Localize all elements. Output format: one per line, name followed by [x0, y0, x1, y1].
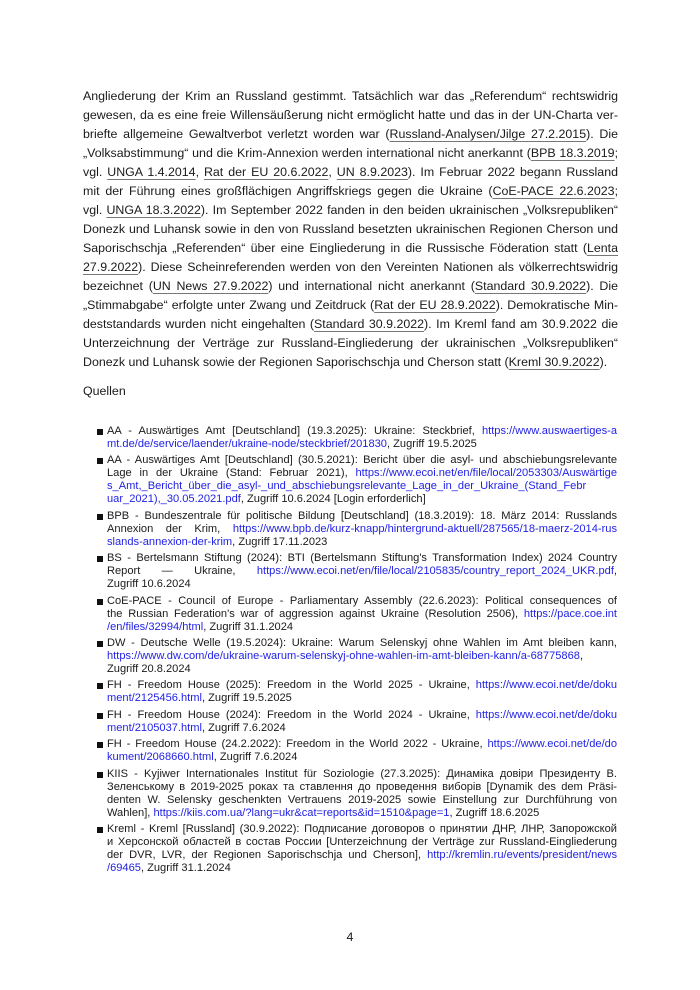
- text-segment: , Zugriff 19.5.2025: [386, 438, 477, 450]
- text-line: [107, 493, 617, 506]
- text-segment: Wahlen],: [107, 806, 154, 819]
- source-item: [97, 552, 617, 591]
- text-segment: Unterzeichnung der Verträge zur Russland-Eingliederung der ukrainischen „Volksrepubliken“: [83, 336, 618, 350]
- text-line: [83, 106, 618, 125]
- square-bullet-icon: [97, 641, 103, 647]
- text-line: [107, 738, 617, 751]
- source-url-link[interactable]: s_Amt,_Bericht_über_die_asyl-_und_abschiebungsrelevante_Lage_in_der_Ukraine_(Stand_Febr: [107, 480, 587, 493]
- text-segment: , Zugriff 7.6.2024: [213, 751, 298, 764]
- citation-link[interactable]: UNGA 18.3.2022: [106, 203, 201, 217]
- text-line: [107, 807, 617, 820]
- square-bullet-icon: [97, 713, 103, 719]
- text-line: [107, 768, 617, 781]
- text-segment: , Zugriff 19.5.2025: [201, 692, 292, 705]
- text-segment: ). Demokratische Min-: [495, 298, 618, 312]
- text-segment: denten W. Selensky geschenkten Vertrauens 2019-2025 sowie Einstellung zur Durchführung von: [107, 793, 617, 806]
- body-paragraph: [83, 87, 618, 372]
- text-line: [107, 637, 617, 650]
- text-line: [107, 849, 617, 862]
- square-bullet-icon: [97, 556, 103, 562]
- source-url-link[interactable]: https://www.ecoi.net/de/doku: [475, 679, 617, 692]
- text-line: [107, 454, 617, 467]
- text-segment: Donezk und Luhansk sowie der Regionen Saporischschja und Cherson statt (: [83, 355, 509, 369]
- source-url-link[interactable]: mt.de/de/service/laender/ukraine-node/steckbrief/201830: [107, 438, 387, 450]
- text-segment: ,: [328, 165, 337, 179]
- square-bullet-icon: [97, 742, 103, 748]
- source-url-link[interactable]: slands-annexion-der-krim: [107, 535, 233, 548]
- text-line: [107, 595, 617, 608]
- source-item: [97, 454, 617, 506]
- text-segment: Annexion der Krim,: [107, 522, 233, 535]
- text-line: [83, 239, 618, 258]
- square-bullet-icon: [97, 429, 103, 435]
- text-line: [107, 536, 617, 549]
- source-item: [97, 679, 617, 705]
- text-segment: ) und international nicht anerkannt (: [268, 279, 475, 293]
- text-line: [83, 315, 618, 334]
- text-segment: BS - Bertelsmann Stiftung (2024): BTI (Bertelsmann Stiftung's Transformation Index) 2024 Country: [107, 552, 617, 565]
- text-line: [83, 163, 618, 182]
- text-line: [107, 608, 617, 621]
- source-item: [97, 768, 617, 820]
- text-line: [83, 353, 618, 372]
- text-segment: , Zugriff 17.11.2023: [232, 535, 328, 548]
- text-segment: „Volksabstimmung“ und die Krim-Annexion werden international nicht anerkannt (: [83, 146, 531, 160]
- source-item: [97, 510, 617, 549]
- citation-link[interactable]: UNGA 1.4.2014: [107, 165, 196, 179]
- text-line: [83, 220, 618, 239]
- text-segment: , Zugriff 18.6.2025: [449, 806, 540, 819]
- text-segment: mit der Führung eines großflächigen Angriffskriegs gegen die Ukraine (: [83, 184, 493, 198]
- text-line: [107, 425, 617, 438]
- text-segment: DW - Deutsche Welle (19.5.2024): Ukraine: Warum Selenskyj ohne Wahlen im Amt bleiben kann,: [107, 636, 617, 649]
- source-item: [97, 709, 617, 735]
- source-item: [97, 425, 617, 451]
- text-line: [107, 709, 617, 722]
- source-url-link[interactable]: http://kremlin.ru/events/president/news: [427, 848, 617, 861]
- text-segment: Angliederung der Krim an Russland gestimmt. Tatsächlich war das „Referendum“ rechtswidrig: [83, 89, 618, 103]
- citation-link[interactable]: UN 8.9.2023: [336, 165, 408, 179]
- text-line: [83, 87, 618, 106]
- source-url-link[interactable]: ment/2125456.html: [107, 692, 202, 705]
- text-line: [107, 836, 617, 849]
- text-segment: bezeichnet (: [83, 279, 153, 293]
- text-segment: KIIS - Kyjiwer Internationales Institut für Soziologie (27.3.2025): Динаміка довіри Президенту В.: [107, 767, 617, 780]
- page-number: 4: [346, 930, 354, 944]
- text-line: [107, 523, 617, 536]
- text-segment: ). Die: [586, 127, 619, 141]
- citation-link[interactable]: Lenta: [586, 241, 618, 255]
- citation-link[interactable]: Kreml 30.9.2022: [508, 355, 600, 369]
- text-segment: AA - Auswärtiges Amt [Deutschland] (19.3.2025): Ukraine: Steckbrief,: [107, 425, 482, 437]
- square-bullet-icon: [97, 514, 103, 520]
- text-line: [83, 277, 618, 296]
- text-segment: ,: [613, 565, 617, 578]
- source-item: [97, 637, 617, 676]
- citation-link[interactable]: Standard 30.9.2022: [314, 317, 425, 331]
- text-line: [107, 480, 617, 493]
- text-line: [83, 258, 618, 277]
- text-segment: the Russian Federation's war of aggression against Ukraine (Resolution 2506),: [107, 607, 524, 620]
- source-url-link[interactable]: https://www.dw.com/de/ukraine-warum-selenskyj-ohne-wahlen-im-amt-bleiben-kann/a-68775868: [107, 649, 580, 662]
- text-segment: FH - Freedom House (24.2.2022): Freedom in the World 2022 - Ukraine,: [107, 738, 488, 751]
- text-line: [107, 650, 617, 663]
- text-line: [107, 862, 617, 875]
- text-segment: ). Im September 2022 fanden in den beiden ukrainischen „Volksrepubliken“: [200, 203, 618, 217]
- text-segment: ;: [614, 146, 619, 160]
- text-segment: Lage in der Ukraine (Stand: Februar 2021),: [107, 467, 356, 480]
- text-segment: , Zugriff 7.6.2024: [201, 721, 286, 734]
- text-segment: ).: [599, 355, 608, 369]
- text-segment: , Zugriff 31.1.2024: [203, 620, 294, 633]
- citation-link[interactable]: Rat der EU 20.6.2022: [203, 165, 329, 179]
- source-url-link[interactable]: https://kiis.com.ua/?lang=ukr&cat=reports&id=1510&page=1: [153, 806, 450, 819]
- text-segment: ;: [614, 184, 619, 198]
- text-line: [107, 510, 617, 523]
- text-segment: BPB - Bundeszentrale für politische Bildung [Deutschland] (18.3.2019): 18. März 2014: Russlands: [107, 509, 617, 522]
- text-segment: , Zugriff 31.1.2024: [140, 861, 231, 874]
- text-line: [83, 296, 618, 315]
- text-line: [107, 552, 617, 565]
- text-segment: ). Im Februar 2022 begann Russland: [407, 165, 618, 179]
- source-url-link[interactable]: https://www.ecoi.net/de/do: [487, 738, 617, 751]
- text-line: [107, 578, 617, 591]
- text-segment: FH - Freedom House (2024): Freedom in the World 2024 - Ukraine,: [107, 708, 476, 721]
- source-item: [97, 823, 617, 875]
- source-url-link[interactable]: /en/files/32994/html: [107, 620, 204, 633]
- text-segment: Donezk und Luhansk sowie in den von Russland besetzten ukrainischen Regionen Cherson und: [83, 222, 618, 236]
- square-bullet-icon: [97, 599, 103, 605]
- text-segment: ). Diese Scheinreferenden werden von den Vereinten Nationen als völkerrechtswidrig: [138, 260, 618, 274]
- text-segment: ,: [195, 165, 204, 179]
- citation-link[interactable]: Standard 30.9.2022: [474, 279, 587, 293]
- sources-heading: Quellen: [83, 384, 126, 398]
- source-url-link[interactable]: /69465: [107, 861, 141, 874]
- text-segment: ). Im Kreml fand am 30.9.2022 die: [424, 317, 618, 331]
- text-segment: и Херсонской областей в состав России [Unterzeichnung der Verträge zur Russland-Eingliederung: [107, 835, 617, 848]
- text-segment: CoE-PACE - Council of Europe - Parliamentary Assembly (22.6.2023): Political consequences of: [107, 594, 617, 607]
- sources-list: [97, 425, 617, 878]
- source-url-link[interactable]: https://www.bpb.de/kurz-knapp/hintergrund-aktuell/287565/18-maerz-2014-rus: [232, 522, 617, 535]
- text-segment: Kreml - Kreml [Russland] (30.9.2022): Подписание договоров о принятии ДНР, ЛНР, Запорожской: [107, 822, 617, 835]
- source-url-link[interactable]: kument/2068660.html: [107, 751, 214, 764]
- source-item: [97, 738, 617, 764]
- source-url-link[interactable]: https://www.ecoi.net/de/doku: [475, 708, 617, 721]
- source-url-link[interactable]: https://www.auswaertiges-a: [481, 425, 617, 437]
- text-segment: AA - Auswärtiges Amt [Deutschland] (30.5.2021): Bericht über die asyl- und abschiebungsrelevante: [107, 454, 617, 467]
- text-segment: briefte allgemeine Gewaltverbot verletzt worden war (: [83, 127, 390, 141]
- citation-link[interactable]: Russland-Analysen/Jilge 27.2.2015: [389, 127, 587, 141]
- source-url-link[interactable]: https://www.ecoi.net/en/file/local/2105835/country_report_2024_UKR.pdf: [256, 565, 614, 578]
- text-line: [107, 438, 617, 451]
- square-bullet-icon: [97, 827, 103, 833]
- text-line: [83, 334, 618, 353]
- citation-link[interactable]: 27.9.2022: [83, 260, 139, 274]
- text-line: [107, 751, 617, 764]
- text-segment: FH - Freedom House (2025): Freedom in the World 2025 - Ukraine,: [107, 679, 476, 692]
- text-line: [107, 467, 617, 480]
- text-segment: Zugriff 10.6.2024: [107, 578, 191, 591]
- text-segment: vgl.: [83, 203, 107, 217]
- citation-link[interactable]: Rat der EU 28.9.2022: [374, 298, 496, 312]
- text-line: [107, 781, 617, 794]
- text-line: [107, 722, 617, 735]
- text-segment: deststandards wurden nicht eingehalten (: [83, 317, 315, 331]
- text-line: [107, 679, 617, 692]
- text-segment: Zugriff 20.8.2024: [107, 662, 191, 675]
- square-bullet-icon: [97, 683, 103, 689]
- text-line: [107, 565, 617, 578]
- source-url-link[interactable]: https://www.ecoi.net/en/file/local/2053303/Auswärtige: [355, 467, 617, 480]
- text-segment: vgl.: [83, 165, 108, 179]
- source-item: [97, 595, 617, 634]
- source-url-link[interactable]: https://pace.coe.int: [523, 607, 617, 620]
- text-line: [83, 144, 618, 163]
- text-line: [83, 182, 618, 201]
- text-line: [107, 692, 617, 705]
- text-segment: „Stimmabgabe“ erfolgte unter Zwang und Zeitdruck (: [83, 298, 375, 312]
- text-segment: Зеленському в 2019-2025 роках та ставлення до проведення виборів [Dynamik des dem Präsi-: [107, 780, 617, 793]
- text-segment: gewesen, da es eine freie Willensäußerung nicht ermöglicht hatte und das in der UN-Charta ver-: [83, 108, 618, 122]
- text-line: [107, 794, 617, 807]
- text-line: [107, 823, 617, 836]
- text-segment: Report — Ukraine,: [107, 565, 257, 578]
- citation-link[interactable]: CoE-PACE 22.6.2023: [492, 184, 615, 198]
- square-bullet-icon: [97, 458, 103, 464]
- citation-link[interactable]: BPB 18.3.2019: [530, 146, 615, 160]
- text-line: [107, 621, 617, 634]
- text-segment: , Zugriff 10.6.2024 [Login erforderlich]: [240, 493, 426, 506]
- source-url-link[interactable]: uar_2021),_30.05.2021.pdf: [107, 493, 241, 506]
- text-line: [83, 201, 618, 220]
- source-url-link[interactable]: ment/2105037.html: [107, 721, 202, 734]
- citation-link[interactable]: UN News 27.9.2022: [152, 279, 269, 293]
- text-segment: ). Die: [586, 279, 619, 293]
- text-segment: Saporischschja „Referenden“ über eine Eingliederung in die Russische Föderation statt (: [83, 241, 587, 255]
- text-segment: ,: [579, 649, 584, 662]
- text-segment: der DVR, LVR, der Regionen Saporischschja und Cherson],: [107, 848, 428, 861]
- square-bullet-icon: [97, 772, 103, 778]
- text-line: [83, 125, 618, 144]
- text-line: [107, 663, 617, 676]
